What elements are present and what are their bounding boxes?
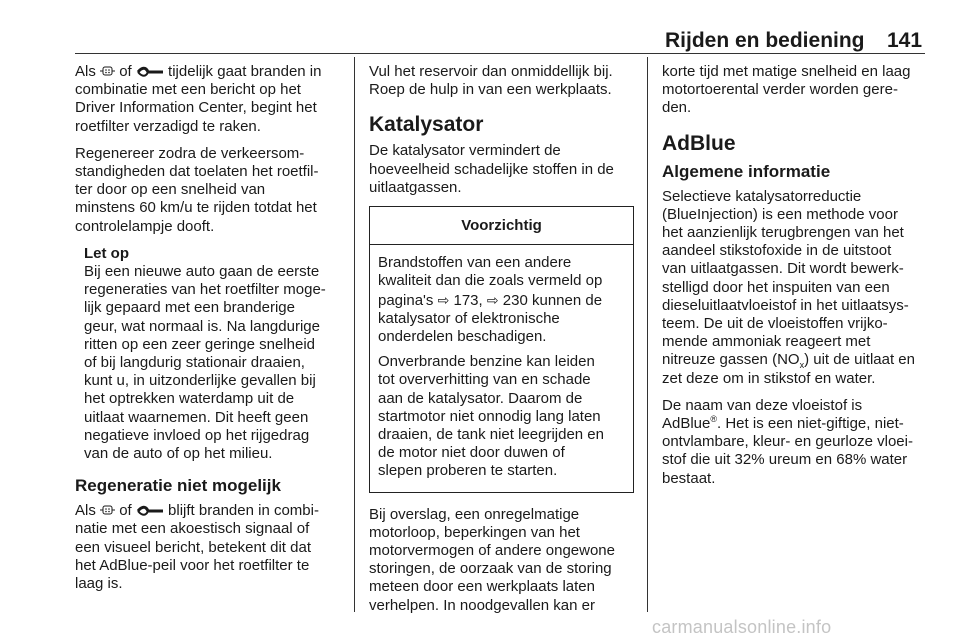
paragraph: Als of blijft branden in combi- natie met een akoestisch signaal of een visueel bericht, betekent dit dat het AdBlue-peil voor het roetfilter te laag is.	[75, 502, 345, 593]
column-divider	[354, 57, 355, 612]
diesel-particle-filter-icon	[100, 503, 115, 517]
page-reference-link[interactable]: 173,	[453, 291, 483, 309]
paragraph: De naam van deze vloeistof is AdBlue®. Het is een niet-giftige, niet- ontvlambare, kleur- en geurloze vloei- stof die uit 32% ureum en 68% water bestaat.	[662, 397, 927, 488]
glow-plug-icon	[136, 505, 164, 517]
warning-box	[369, 206, 634, 493]
section-heading: Regeneratie niet mogelijk	[75, 476, 281, 496]
text-line: Als of tijdelijk gaat branden in	[75, 63, 322, 80]
page-title: Rijden en bediening	[665, 29, 865, 52]
subsection-heading: Algemene informatie	[662, 161, 831, 181]
paragraph: Als of tijdelijk gaat branden in combinatie met een bericht op het Driver Information Center, begint het roetfilter verzadigd te raken.	[75, 63, 345, 136]
glow-plug-icon	[136, 66, 164, 78]
note-block: Let op Bij een nieuwe auto gaan de eerste regeneraties van het roetfilter moge- lijk gepaard met een branderige geur, wat normaal is. Na langdurige ritten op een zeer geringe snelheid of bij langdurig stationair draaien, kunt u, in uitzonderlijke gevallen bij het optrekken waterdamp uit de uitlaat waarnemen. Dit heeft geen negatieve invloed op het rijgedrag van de auto of op het milieu.	[84, 245, 345, 463]
text-line: Als of blijft branden in combi-	[75, 502, 319, 520]
paragraph: Vul het reservoir dan onmiddellijk bij. Roep de hulp in van een werkplaats.	[369, 63, 613, 99]
paragraph: De katalysator vermindert de hoeveelheid schadelijke stoffen in de uitlaatgassen.	[369, 142, 614, 196]
section-heading: Katalysator	[369, 113, 484, 137]
header-divider	[75, 53, 925, 54]
column-divider	[647, 57, 648, 612]
text-line: pagina's ⇨ 173, ⇨ 230 kunnen de	[378, 291, 603, 309]
column-3	[662, 63, 927, 497]
paragraph: Brandstoffen van een andere kwaliteit dan die zoals vermeld op pagina's ⇨ 173, ⇨ 230 kunnen de katalysator of elektronische onderdelen beschadigen.	[378, 254, 625, 346]
text-line: nitreuze gassen $(NO_x)$ uit de uitlaat en	[662, 351, 915, 371]
diesel-particle-filter-icon	[100, 64, 115, 78]
page-reference-arrow-icon: ⇨	[437, 291, 450, 308]
note-title: Let op	[84, 244, 129, 262]
section-heading: AdBlue	[662, 131, 736, 155]
watermark: carmanualsonline.info	[652, 617, 832, 637]
paragraph: Bij overslag, een onregelmatige motorloop, beperkingen van het motorvermogen of andere ongewone storingen, de oorzaak van de storing meteen door een werkplaats laten verhelpen. In noodgevallen kan er	[369, 505, 615, 614]
page-reference-arrow-icon: ⇨	[486, 291, 499, 308]
paragraph: korte tijd met matige snelheid en laag motortoerental verder worden gere- den.	[662, 63, 911, 117]
text-line: AdBlue®. Het is een niet-giftige, niet-	[662, 414, 904, 433]
page-reference-link[interactable]: 230 kunnen de	[502, 291, 603, 309]
column-1	[75, 63, 345, 602]
column-2	[369, 63, 634, 624]
warning-body	[370, 245, 633, 491]
page-number: 141	[887, 29, 923, 52]
paragraph: Selectieve katalysatorreductie (BlueInjection) is een methode voor het aanzienlijk terugbrengen van het aandeel stikstofoxide in de uitstoot van uitlaatgassen. Dit wordt bewerk- stelligd door het inspuiten van een dieseluitlaatvloeistof in het uitlaatsys- teem. De uit de vloeistoffen vrijko- mende ammoniak reageert met nitreuze gassen $(NO_x)$ uit de uitlaat en zet deze om in stikstof en water.	[662, 188, 927, 388]
paragraph: Regenereer zodra de verkeersom- standigheden dat toelaten het roetfil- ter door op een snelheid van minstens 60 km/u te rijden totdat het controlelampje dooft.	[75, 144, 319, 235]
paragraph: Onverbrande benzine kan leiden tot oververhitting van en schade aan de katalysator. Daarom de startmotor niet onnodig lang laten draaien, de tank niet leegrijden en de motor niet door duwen of slepen proberen te starten.	[378, 353, 604, 480]
warning-title: Voorzichtig	[370, 207, 633, 245]
